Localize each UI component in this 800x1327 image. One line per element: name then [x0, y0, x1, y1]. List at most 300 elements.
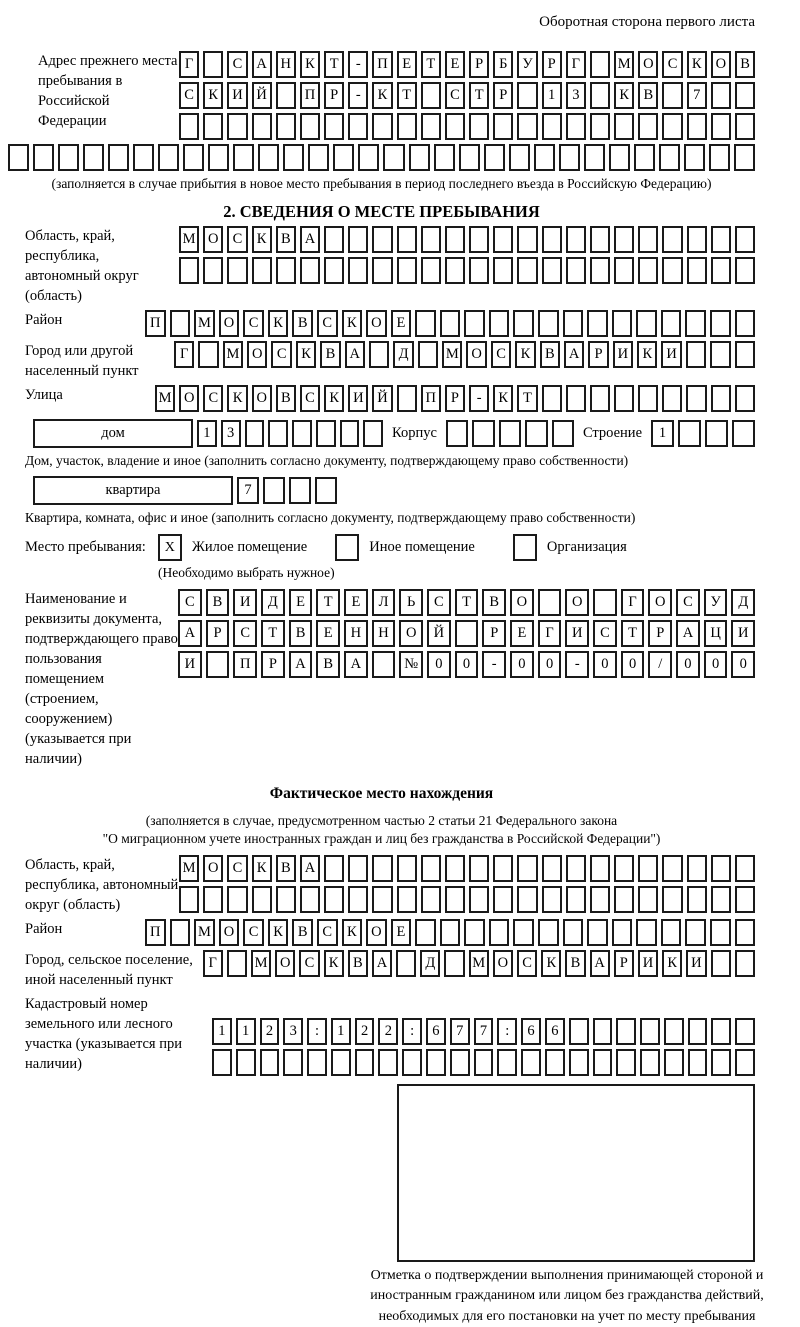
form-cell: К	[372, 82, 392, 109]
form-cell: О	[219, 310, 240, 337]
prev-address-row-1	[179, 51, 755, 78]
form-cell	[179, 886, 199, 913]
form-cell: К	[493, 385, 513, 412]
form-cell	[711, 1018, 731, 1045]
form-cell: К	[342, 919, 363, 946]
form-cell: У	[704, 589, 728, 616]
form-cell: П	[233, 651, 257, 678]
form-cell	[315, 477, 337, 504]
form-cell	[469, 226, 489, 253]
form-cell: О	[275, 950, 295, 977]
form-cell: И	[613, 341, 633, 368]
form-cell	[517, 226, 537, 253]
form-cell: В	[276, 385, 296, 412]
form-cell: А	[289, 651, 313, 678]
district-block	[8, 310, 755, 337]
prev-address-row-2	[179, 82, 755, 109]
fact-city-row	[203, 950, 755, 977]
form-cell	[170, 310, 191, 337]
form-cell: Т	[469, 82, 489, 109]
form-cell: К	[203, 82, 223, 109]
form-cell: В	[292, 919, 313, 946]
form-cell	[499, 420, 521, 447]
form-cell	[638, 226, 658, 253]
form-cell: К	[541, 950, 561, 977]
form-cell	[542, 226, 562, 253]
form-cell	[525, 420, 547, 447]
form-cell	[324, 113, 344, 140]
form-cell	[534, 144, 555, 171]
form-cell	[333, 144, 354, 171]
korpus-cells	[446, 420, 574, 447]
form-cell	[662, 226, 682, 253]
form-cell	[421, 855, 441, 882]
form-cell: И	[233, 589, 257, 616]
form-cell: С	[317, 919, 338, 946]
form-cell	[661, 919, 682, 946]
form-cell: №	[399, 651, 423, 678]
form-cell	[397, 226, 417, 253]
form-cell: Ц	[704, 620, 728, 647]
form-cell	[517, 855, 537, 882]
form-cell	[493, 257, 513, 284]
form-cell: О	[565, 589, 589, 616]
document-row-1	[178, 589, 755, 616]
form-cell: 3	[566, 82, 586, 109]
form-cell: К	[252, 226, 272, 253]
form-cell: 0	[427, 651, 451, 678]
form-cell: С	[243, 310, 264, 337]
stroenie-cells	[651, 420, 755, 447]
form-cell	[566, 385, 586, 412]
form-cell	[616, 1049, 636, 1076]
cadastre-grid	[212, 1018, 755, 1076]
form-cell: И	[227, 82, 247, 109]
cadastre-row-2	[212, 1049, 755, 1076]
form-cell	[732, 420, 755, 447]
form-cell	[711, 950, 731, 977]
form-cell	[358, 144, 379, 171]
form-cell	[227, 257, 247, 284]
form-cell	[484, 144, 505, 171]
form-cell: О	[711, 51, 731, 78]
document-row-3	[178, 651, 755, 678]
form-cell: Р	[588, 341, 608, 368]
form-cell	[276, 886, 296, 913]
document-label: Наименование и реквизиты документа, подтверждающего право пользования помещением (строением, сооружением) (указывается при наличии)	[25, 591, 178, 767]
form-cell: А	[300, 226, 320, 253]
form-cell	[566, 257, 586, 284]
form-cell	[276, 257, 296, 284]
form-cell	[283, 144, 304, 171]
form-cell	[686, 341, 706, 368]
form-cell	[469, 113, 489, 140]
form-cell	[426, 1049, 446, 1076]
form-cell	[158, 144, 179, 171]
fact-region-row-2	[179, 886, 755, 913]
form-cell: Т	[455, 589, 479, 616]
form-cell	[614, 855, 634, 882]
form-cell	[614, 385, 634, 412]
form-cell	[397, 886, 417, 913]
cadastre-label: Кадастровый номер земельного или лесного участка (указывается при наличии)	[25, 996, 182, 1072]
form-cell: Р	[648, 620, 672, 647]
form-cell: С	[317, 310, 338, 337]
form-cell	[340, 420, 360, 447]
form-cell: 7	[450, 1018, 470, 1045]
form-cell: О	[252, 385, 272, 412]
form-cell	[363, 420, 383, 447]
form-cell	[685, 919, 706, 946]
form-cell	[434, 144, 455, 171]
form-cell: В	[320, 341, 340, 368]
form-cell: В	[348, 950, 368, 977]
form-cell	[378, 1049, 398, 1076]
form-cell: К	[324, 950, 344, 977]
form-cell: С	[227, 51, 247, 78]
form-cell: Т	[517, 385, 537, 412]
form-cell	[709, 144, 730, 171]
form-cell: 0	[455, 651, 479, 678]
region-grid	[179, 226, 755, 284]
form-cell	[324, 886, 344, 913]
form-cell: 2	[260, 1018, 280, 1045]
form-cell	[208, 144, 229, 171]
form-cell: О	[247, 341, 267, 368]
form-cell	[711, 855, 731, 882]
form-cell: Е	[391, 310, 412, 337]
form-cell	[445, 886, 465, 913]
form-cell: Т	[421, 51, 441, 78]
form-cell	[638, 257, 658, 284]
form-cell: В	[540, 341, 560, 368]
form-cell: С	[662, 51, 682, 78]
form-cell: Е	[445, 51, 465, 78]
form-cell: М	[155, 385, 175, 412]
form-cell	[133, 144, 154, 171]
form-cell: Т	[621, 620, 645, 647]
form-cell	[493, 226, 513, 253]
form-cell: О	[466, 341, 486, 368]
form-cell	[8, 144, 29, 171]
form-cell: К	[662, 950, 682, 977]
form-cell	[662, 855, 682, 882]
form-cell: Г	[174, 341, 194, 368]
form-cell: В	[316, 651, 340, 678]
form-cell	[685, 310, 706, 337]
form-cell	[636, 919, 657, 946]
form-cell: С	[243, 919, 264, 946]
form-cell	[469, 855, 489, 882]
form-cell: С	[427, 589, 451, 616]
form-cell: Р	[445, 385, 465, 412]
form-cell: В	[638, 82, 658, 109]
form-cell	[517, 257, 537, 284]
prev-address-note: (заполняется в случае прибытия в новое место пребывания в период последнего въезда в Российскую Федерацию)	[51, 176, 712, 191]
form-cell	[563, 310, 584, 337]
form-cell	[711, 257, 731, 284]
form-cell: Д	[420, 950, 440, 977]
form-cell: Е	[344, 589, 368, 616]
form-cell: Р	[542, 51, 562, 78]
form-cell	[170, 919, 191, 946]
form-cell	[397, 385, 417, 412]
apartment-box: квартира	[33, 476, 233, 505]
form-cell	[268, 420, 288, 447]
form-cell	[300, 113, 320, 140]
form-cell	[415, 310, 436, 337]
document-block	[8, 589, 755, 769]
form-cell	[640, 1018, 660, 1045]
form-cell	[542, 855, 562, 882]
house-note: Дом, участок, владение и иное (заполнить согласно документу, подтверждающему право собственности)	[25, 453, 629, 468]
form-cell	[638, 113, 658, 140]
form-cell	[735, 82, 755, 109]
form-cell: С	[676, 589, 700, 616]
form-cell: -	[482, 651, 506, 678]
form-cell	[612, 919, 633, 946]
form-cell	[638, 855, 658, 882]
form-cell: О	[510, 589, 534, 616]
form-cell: П	[145, 919, 166, 946]
form-cell: /	[648, 651, 672, 678]
form-cell	[245, 420, 265, 447]
form-cell: С	[233, 620, 257, 647]
form-cell	[593, 589, 617, 616]
form-cell	[252, 886, 272, 913]
form-cell: О	[203, 226, 223, 253]
form-cell	[584, 144, 605, 171]
form-cell: Д	[261, 589, 285, 616]
form-cell	[517, 886, 537, 913]
form-cell	[402, 1049, 422, 1076]
form-cell: Н	[372, 620, 396, 647]
form-cell	[662, 257, 682, 284]
form-cell: :	[402, 1018, 422, 1045]
form-cell	[421, 886, 441, 913]
form-cell: М	[469, 950, 489, 977]
form-cell: Р	[614, 950, 634, 977]
form-cell	[662, 113, 682, 140]
form-cell	[348, 226, 368, 253]
form-cell: 1	[212, 1018, 232, 1045]
form-cell	[397, 257, 417, 284]
form-cell	[552, 420, 574, 447]
region-label: Область, край, республика, автономный округ (область)	[25, 228, 139, 304]
form-cell	[227, 886, 247, 913]
form-cell	[348, 113, 368, 140]
region-row-1	[179, 226, 755, 253]
form-cell	[227, 113, 247, 140]
form-cell	[521, 1049, 541, 1076]
form-cell: Й	[372, 385, 392, 412]
checkbox-zhiloe: X	[158, 534, 182, 561]
form-cell	[469, 886, 489, 913]
section2-title: 2. СВЕДЕНИЯ О МЕСТЕ ПРЕБЫВАНИЯ	[223, 202, 540, 221]
form-cell: К	[227, 385, 247, 412]
form-cell	[590, 257, 610, 284]
form-cell: С	[491, 341, 511, 368]
form-cell: Г	[538, 620, 562, 647]
form-cell: П	[300, 82, 320, 109]
form-cell	[684, 144, 705, 171]
form-cell: И	[348, 385, 368, 412]
form-cell	[421, 82, 441, 109]
form-cell: Е	[289, 589, 313, 616]
form-cell	[212, 1049, 232, 1076]
form-cell	[636, 310, 657, 337]
form-cell: И	[638, 950, 658, 977]
form-cell	[590, 226, 610, 253]
form-cell: О	[179, 385, 199, 412]
house-block	[33, 419, 755, 448]
form-cell	[252, 257, 272, 284]
form-cell	[203, 886, 223, 913]
form-cell	[258, 144, 279, 171]
form-cell	[276, 113, 296, 140]
prev-address-grid	[179, 51, 755, 140]
form-cell: 0	[538, 651, 562, 678]
form-cell	[587, 919, 608, 946]
form-cell	[440, 310, 461, 337]
form-cell: 1	[542, 82, 562, 109]
form-cell	[735, 950, 755, 977]
form-cell: М	[442, 341, 462, 368]
region-block	[8, 226, 755, 306]
street-row	[155, 385, 755, 412]
form-cell: В	[276, 855, 296, 882]
form-cell: В	[289, 620, 313, 647]
form-cell: 2	[378, 1018, 398, 1045]
form-cell: А	[344, 651, 368, 678]
form-cell: 1	[236, 1018, 256, 1045]
form-cell	[662, 82, 682, 109]
apartment-note: Квартира, комната, офис и иное (заполнить согласно документу, подтверждающему право собственности)	[25, 510, 636, 525]
form-cell: 1	[651, 420, 674, 447]
form-cell: К	[324, 385, 344, 412]
form-cell	[664, 1049, 684, 1076]
form-cell: В	[206, 589, 230, 616]
prev-address-row-3	[179, 113, 755, 140]
stamp-box	[397, 1084, 755, 1262]
form-cell: 3	[283, 1018, 303, 1045]
form-cell: М	[179, 855, 199, 882]
form-cell	[590, 82, 610, 109]
form-cell	[418, 341, 438, 368]
form-cell: Д	[393, 341, 413, 368]
form-cell: О	[219, 919, 240, 946]
form-cell: И	[565, 620, 589, 647]
prev-address-row-4	[8, 144, 755, 171]
form-cell	[445, 226, 465, 253]
form-cell: С	[179, 82, 199, 109]
form-cell: А	[372, 950, 392, 977]
form-cell: Е	[391, 919, 412, 946]
form-cell: С	[271, 341, 291, 368]
form-cell: К	[687, 51, 707, 78]
stay-type-note: (Необходимо выбрать нужное)	[158, 565, 335, 580]
form-cell	[542, 113, 562, 140]
form-cell: 1	[197, 420, 217, 447]
form-cell	[711, 385, 731, 412]
form-cell	[566, 886, 586, 913]
form-cell: Б	[493, 51, 513, 78]
form-cell: О	[648, 589, 672, 616]
form-cell	[662, 385, 682, 412]
form-cell	[372, 257, 392, 284]
form-cell: А	[300, 855, 320, 882]
form-cell: О	[203, 855, 223, 882]
form-cell	[396, 950, 416, 977]
form-cell: Р	[482, 620, 506, 647]
region-row-2	[179, 257, 755, 284]
form-cell	[513, 310, 534, 337]
form-cell	[538, 310, 559, 337]
form-cell: О	[366, 919, 387, 946]
form-cell	[711, 1049, 731, 1076]
form-cell	[227, 950, 247, 977]
form-cell: -	[565, 651, 589, 678]
form-cell: В	[292, 310, 313, 337]
form-cell	[640, 1049, 660, 1076]
form-cell	[252, 113, 272, 140]
form-cell	[614, 113, 634, 140]
form-cell: С	[178, 589, 202, 616]
form-cell	[538, 589, 562, 616]
form-cell: С	[227, 226, 247, 253]
cadastre-row-1	[212, 1018, 755, 1045]
form-cell	[735, 919, 756, 946]
form-cell	[383, 144, 404, 171]
form-cell: Г	[203, 950, 223, 977]
form-cell: В	[565, 950, 585, 977]
form-cell: К	[252, 855, 272, 882]
form-cell: О	[638, 51, 658, 78]
form-cell: К	[300, 51, 320, 78]
form-cell	[348, 257, 368, 284]
form-cell	[233, 144, 254, 171]
form-cell	[513, 919, 534, 946]
form-cell	[493, 855, 513, 882]
form-cell	[542, 257, 562, 284]
form-cell	[590, 113, 610, 140]
form-cell: К	[268, 919, 289, 946]
section3-note-2: "О миграционном учете иностранных граждан и лиц без гражданства в Российской Федерации")	[102, 831, 661, 846]
form-cell	[664, 1018, 684, 1045]
form-cell	[711, 226, 731, 253]
checkbox-org	[513, 534, 537, 561]
form-cell	[687, 257, 707, 284]
form-cell	[735, 226, 755, 253]
form-cell	[348, 855, 368, 882]
form-cell	[372, 226, 392, 253]
street-label: Улица	[25, 387, 63, 403]
form-cell	[206, 651, 230, 678]
form-cell: 3	[221, 420, 241, 447]
form-cell: О	[399, 620, 423, 647]
form-cell	[289, 477, 311, 504]
form-cell	[710, 341, 730, 368]
form-cell: Т	[316, 589, 340, 616]
form-cell: К	[515, 341, 535, 368]
form-cell: Т	[261, 620, 285, 647]
form-cell	[616, 1018, 636, 1045]
form-cell	[688, 1018, 708, 1045]
apartment-cells	[237, 477, 337, 504]
section3-note-1: (заполняется в случае, предусмотренном частью 2 статьи 21 Федерального закона	[145, 813, 618, 828]
stay-type-block	[25, 534, 755, 561]
form-cell	[545, 1049, 565, 1076]
